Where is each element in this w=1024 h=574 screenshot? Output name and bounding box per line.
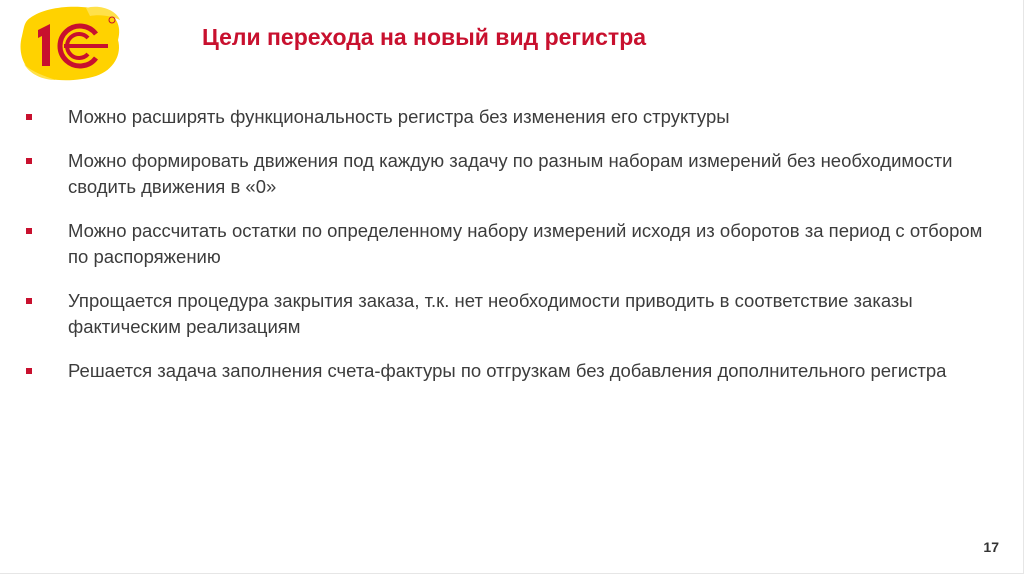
bullet-item xyxy=(24,104,1004,130)
bullet-text: Решается задача заполнения счета-фактуры по отгрузкам без добавления дополнительного регистра xyxy=(68,360,947,381)
bullet-item xyxy=(24,288,1004,340)
1c-logo xyxy=(16,4,124,84)
bullet-text: Упрощается процедура закрытия заказа, т.к. нет необходимости приводить в соответствие заказы фактическим реализациям xyxy=(68,290,913,337)
square-bullet-icon xyxy=(26,114,32,120)
bullet-item xyxy=(24,358,1004,384)
bullet-text: Можно формировать движения под каждую задачу по разным наборам измерений без необходимости сводить движения в «0» xyxy=(68,150,953,197)
bullet-list xyxy=(24,104,1004,402)
slide-title: Цели перехода на новый вид регистра xyxy=(202,24,647,50)
bullet-item xyxy=(24,218,1004,270)
square-bullet-icon xyxy=(26,298,32,304)
square-bullet-icon xyxy=(26,368,32,374)
bullet-text: Можно рассчитать остатки по определенному набору измерений исходя из оборотов за период с отбором по распоряжению xyxy=(68,220,983,267)
page-number: 17 xyxy=(983,539,999,555)
bullet-text: Можно расширять функциональность регистра без изменения его структуры xyxy=(68,106,730,127)
square-bullet-icon xyxy=(26,158,32,164)
square-bullet-icon xyxy=(26,228,32,234)
bullet-item xyxy=(24,148,1004,200)
